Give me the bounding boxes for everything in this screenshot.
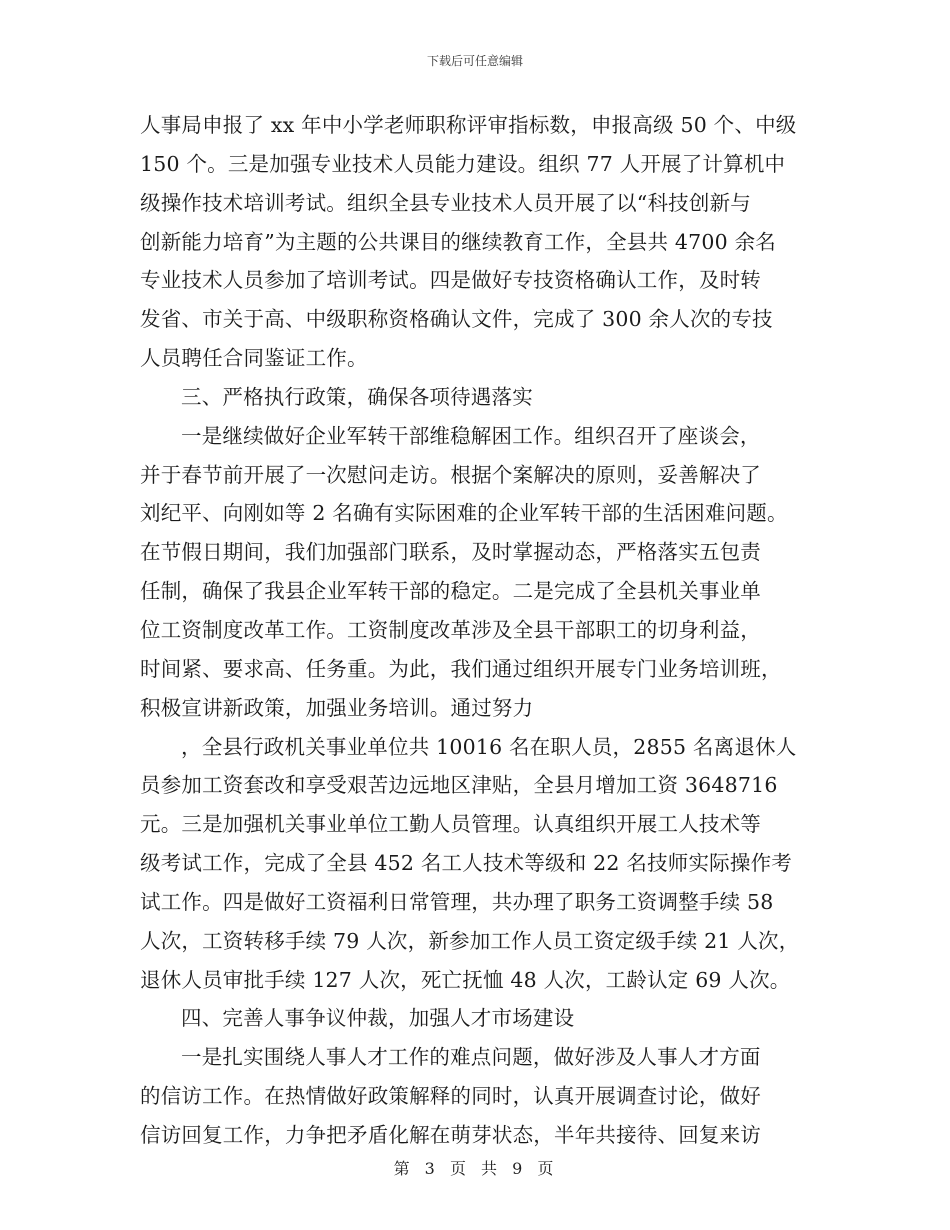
text-line: 创新能力培育”为主题的公共课目的继续教育工作，全县共 4700 余名 (140, 229, 776, 254)
text-line: 试工作。四是做好工资福利日常管理，共办理了职务工资调整手续 58 (140, 889, 774, 914)
text-line: 的信访工作。在热情做好政策解释的同时，认真开展调查讨论，做好 (140, 1084, 761, 1109)
text-line: 位工资制度改革工作。工资制度改革涉及全县干部职工的切身利益， (140, 617, 761, 642)
page-footer: 第 3 页 共 9 页 (393, 1159, 557, 1178)
text-line: 三、严格执行政策，确保各项待遇落实 (181, 384, 533, 409)
text-line: 四、完善人事争议仲裁，加强人才市场建设 (181, 1006, 575, 1031)
text-line: 并于春节前开展了一次慰问走访。根据个案解决的原则，妥善解决了 (140, 462, 761, 487)
text-line: 专业技术人员参加了培训考试。四是做好专技资格确认工作，及时转 (140, 268, 761, 293)
text-line: 元。三是加强机关事业单位工勤人员管理。认真组织开展工人技术等 (140, 812, 761, 837)
text-line: 级考试工作，完成了全县 452 名工人技术等级和 22 名技师实际操作考 (140, 851, 792, 876)
text-line: 积极宣讲新政策，加强业务培训。通过努力 (140, 695, 534, 720)
text-line: 人事局申报了 xx 年中小学老师职称评审指标数，申报高级 50 个、中级 (140, 113, 797, 137)
text-line: 信访回复工作，力争把矛盾化解在萌芽状态，半年共接待、回复来访 (140, 1122, 761, 1147)
text-line: 发省、市关于高、中级职称资格确认文件，完成了 300 余人次的专技 (140, 307, 773, 332)
text-line: 一是扎实围绕人事人才工作的难点问题，做好涉及人事人才方面 (181, 1045, 761, 1070)
text-line: 一是继续做好企业军转干部维稳解困工作。组织召开了座谈会， (181, 423, 761, 448)
text-line: 时间紧、要求高、任务重。为此，我们通过组织开展专门业务培训班， (140, 656, 782, 681)
text-line: 人次，工资转移手续 79 人次，新参加工作人员工资定级手续 21 人次， (140, 928, 800, 953)
text-line: 退休人员审批手续 127 人次，死亡抚恤 48 人次，工龄认定 69 人次。 (140, 967, 791, 992)
text-line: 刘纪平、向刚如等 2 名确有实际困难的企业军转干部的生活困难问题。 (140, 501, 788, 526)
text-line: 在节假日期间，我们加强部门联系，及时掌握动态，严格落实五包责 (140, 540, 761, 565)
text-line: 150 个。三是加强专业技术人员能力建设。组织 77 人开展了计算机中 (140, 151, 786, 176)
text-line: 人员聘任合同鉴证工作。 (140, 346, 368, 371)
text-line: 员参加工资套改和享受艰苦边远地区津贴，全县月增加工资 3648716 (140, 773, 778, 798)
text-line: 任制，确保了我县企业军转干部的稳定。二是完成了全县机关事业单 (140, 579, 761, 604)
text-line: 级操作技术培训考试。组织全县专业技术人员开展了以“科技创新与 (140, 190, 751, 215)
body-text (140, 106, 815, 1155)
text-line: ，全县行政机关事业单位共 10016 名在职人员，2855 名离退休人 (181, 734, 797, 759)
page-header: 下载后可任意编辑 (426, 54, 523, 68)
